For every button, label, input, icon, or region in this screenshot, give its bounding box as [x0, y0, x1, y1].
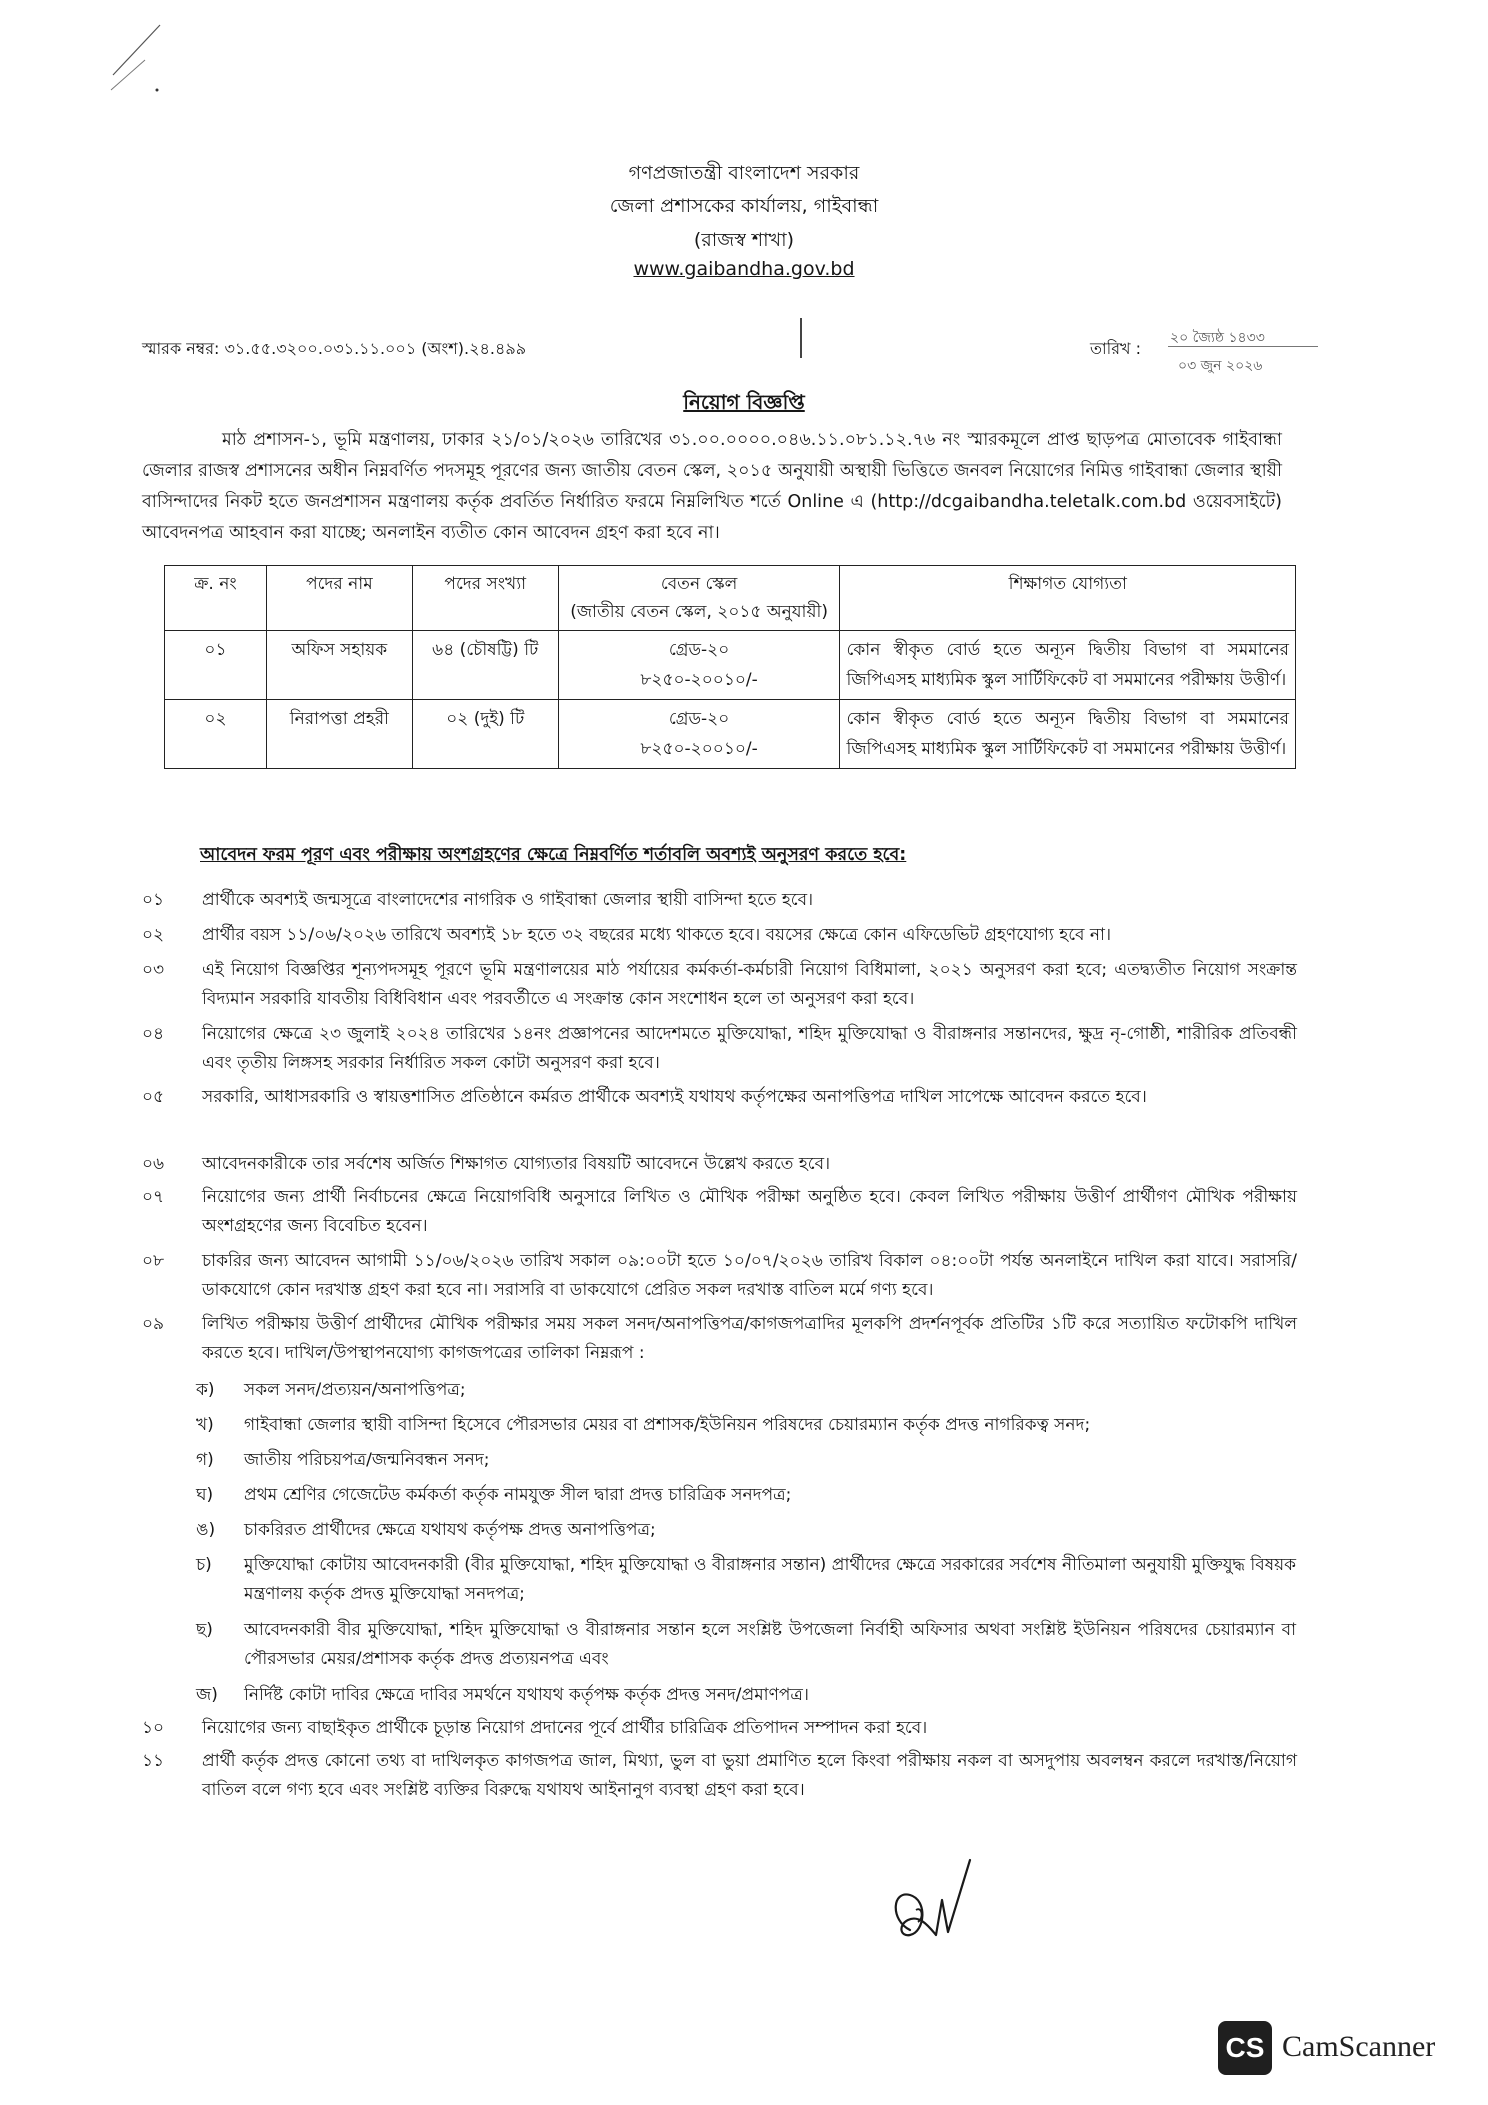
document-item — [196, 1481, 1296, 1510]
condition-item — [142, 1083, 1297, 1112]
document-text: প্রথম শ্রেণির গেজেটেড কর্মকর্তা কর্তৃক নামযুক্ত সীল দ্বারা প্রদত্ত চারিত্রিক সনদপত্র; — [244, 1485, 792, 1505]
branch-name: (রাজস্ব শাখা) — [693, 229, 795, 251]
condition-text: নিয়োগের জন্য প্রার্থী নির্বাচনের ক্ষেত্রে নিয়োগবিধি অনুসারে লিখিত ও মৌখিক পরীক্ষা অনুষ্ঠিত হবে। কেবল লিখিত পরীক্ষায় উত্তীর্ণ প্রার্থীগণ মৌখিক পরীক্ষায় অংশগ্রহণের জন্য বিবেচিত হবেন। — [202, 1187, 1297, 1236]
intro-text: মাঠ প্রশাসন-১, ভূমি মন্ত্রণালয়, ঢাকার ২১/০১/২০২৬ তারিখের ৩১.০০.০০০০.০৪৬.১১.০৮১.১২.৭৬ নং স্মারকমূলে প্রাপ্ত ছাড়পত্র মোতাবেক গাইবান্ধা জেলার রাজস্ব প্রশাসনের অধীন নিম্নবর্ণিত পদসমূহ পূরণের জন্য জাতীয় বেতন স্কেল, ২০১৫ অনুযায়ী অস্থায়ী ভিত্তিতে জনবল নিয়োগের নিমিত্ত গাইবান্ধা জেলার স্থায়ী বাসিন্দাদের নিকট হতে জনপ্রশাসন মন্ত্রণালয় কর্তৃক প্রবর্তিত নির্ধারিত ফরমে নিম্নলিখিত শর্তে Online এ (http://dcgaibandha.teletalk.com.bd ওয়েবসাইটে) আবেদনপত্র আহবান করা যাচ্ছে; অনলাইন ব্যতীত কোন আবেদন গ্রহণ করা হবে না। — [142, 430, 1282, 543]
row-grade: গ্রেড-২০ — [668, 640, 730, 660]
document-item — [196, 1616, 1296, 1674]
header-scale-title: বেতন স্কেল — [660, 574, 738, 594]
condition-text: এই নিয়োগ বিজ্ঞপ্তির শূন্যপদসমূহ পূরণে ভূমি মন্ত্রণালয়ের মাঠ পর্যায়ের কর্মকর্তা-কর্মচারী নিয়োগ বিধিমালা, ২০২১ অনুসরণ করা হবে; এতদ্ব্যতীত নিয়োগ সংক্রান্ত বিদ্যমান সরকারি যাবতীয় বিধিবিধান এবং পরবর্তীতে এ সংক্রান্ত কোন সংশোধন হলে তা অনুসরণ করা হবে। — [202, 960, 1297, 1009]
condition-number: ০৭ — [142, 1187, 165, 1207]
condition-number: ০৪ — [142, 1024, 165, 1044]
condition-item — [142, 1247, 1297, 1305]
row-scale — [558, 700, 840, 769]
condition-item — [142, 1150, 1297, 1179]
document-item — [196, 1551, 1296, 1609]
header-count: পদের সংখ্যা — [412, 566, 558, 631]
row-post: নিরাপত্তা প্রহরী — [266, 700, 412, 769]
row-serial: ০১ — [165, 631, 267, 700]
document-letter: ছ) — [196, 1620, 213, 1640]
memo-label: স্মারক নম্বর: — [142, 339, 220, 358]
document-item — [196, 1376, 1296, 1405]
condition-number: ১১ — [142, 1751, 165, 1771]
condition-number: ০৩ — [142, 960, 165, 980]
condition-item — [142, 1310, 1297, 1368]
document-item — [196, 1681, 1296, 1710]
document-letter: গ) — [196, 1450, 214, 1470]
document-letter: জ) — [196, 1685, 218, 1705]
table-row — [165, 631, 1296, 700]
document-text: আবেদনকারী বীর মুক্তিযোদ্ধা, শহিদ মুক্তিযোদ্ধা ও বীরাঙ্গনার সন্তান হলে সংশ্লিষ্ট উপজেলা নির্বাহী অফিসার অথবা সংশ্লিষ্ট ইউনিয়ন পরিষদের চেয়ারম্যান বা পৌরসভার মেয়র/প্রশাসক কর্তৃক প্রদত্ত প্রত্যয়নপত্র এবং — [244, 1620, 1296, 1669]
camscanner-logo-icon: CS — [1218, 2021, 1272, 2075]
row-pay: ৮২৫০-২০০১০/- — [640, 670, 758, 690]
header-qualification: শিক্ষাগত যোগ্যতা — [840, 566, 1296, 631]
document-item — [196, 1446, 1296, 1475]
date-label: তারিখ : — [1090, 339, 1142, 358]
condition-item — [142, 921, 1297, 950]
condition-item — [142, 956, 1297, 1014]
govt-name: গণপ্রজাতন্ত্রী বাংলাদেশ সরকার — [628, 162, 860, 184]
memo-number: ৩১.৫৫.৩২০০.০৩১.১১.০০১ (অংশ).২৪.৪৯৯ — [224, 339, 527, 358]
table-row — [165, 700, 1296, 769]
posts-table — [164, 565, 1296, 769]
condition-text: নিয়োগের ক্ষেত্রে ২৩ জুলাই ২০২৪ তারিখের ১৪নং প্রজ্ঞাপনের আদেশমতে মুক্তিযোদ্ধা, শহিদ মুক্তিযোদ্ধা ও বীরাঙ্গনার সন্তানদের, ক্ষুদ্র নৃ-গোষ্ঠী, শারীরিক প্রতিবন্ধী এবং তৃতীয় লিঙ্গসহ সরকার নির্ধারিত সকল কোটা অনুসরণ করা হবে। — [202, 1024, 1297, 1073]
office-name: জেলা প্রশাসকের কার্যালয়, গাইবান্ধা — [609, 195, 879, 217]
row-scale — [558, 631, 840, 700]
condition-item — [142, 1183, 1297, 1241]
table-header-row — [165, 566, 1296, 631]
condition-text: চাকরির জন্য আবেদন আগামী ১১/০৬/২০২৬ তারিখ সকাল ০৯:০০টা হতে ১০/০৭/২০২৬ তারিখ বিকাল ০৪:০০টা পর্যন্ত অনলাইনে দাখিল করা যাবে। সরাসরি/ ডাকযোগে কোন দরখাস্ত গ্রহণ করা হবে না। সরাসরি বা ডাকযোগে প্রেরিত সকল দরখাস্ত বাতিল মর্মে গণ্য হবে। — [202, 1251, 1297, 1300]
date-bangla: ২০ জ্যৈষ্ঠ ১৪৩৩ — [1170, 330, 1265, 346]
document-text: চাকরিরত প্রার্থীদের ক্ষেত্রে যথাযথ কর্তৃপক্ষ প্রদত্ত অনাপত্তিপত্র; — [244, 1520, 656, 1540]
document-text: সকল সনদ/প্রত্যয়ন/অনাপত্তিপত্র; — [244, 1380, 466, 1400]
document-item — [196, 1516, 1296, 1545]
camscanner-brand: CamScanner — [1282, 2030, 1436, 2063]
website-link[interactable]: www.gaibandha.gov.bd — [633, 258, 855, 280]
row-grade: গ্রেড-২০ — [668, 709, 730, 729]
condition-number: ০২ — [142, 925, 165, 945]
condition-number: ০৫ — [142, 1087, 165, 1107]
header-post: পদের নাম — [266, 566, 412, 631]
condition-text: নিয়োগের জন্য বাছাইকৃত প্রার্থীকে চূড়ান্ত নিয়োগ প্রদানের পূর্বে প্রার্থীর চারিত্রিক প্রতিপাদন সম্পাদন করা হবে। — [202, 1718, 928, 1738]
condition-text: প্রার্থীর বয়স ১১/০৬/২০২৬ তারিখে অবশ্যই ১৮ হতে ৩২ বছরের মধ্যে থাকতে হবে। বয়সের ক্ষেত্রে কোন এফিডেভিট গ্রহণযোগ্য হবে না। — [202, 925, 1112, 945]
row-count: ০২ (দুই) টি — [412, 700, 558, 769]
intro-paragraph — [142, 425, 1282, 549]
row-post: অফিস সহায়ক — [266, 631, 412, 700]
document-letter: ঙ) — [196, 1520, 216, 1540]
condition-item — [142, 1020, 1297, 1078]
document-letter: ঘ) — [196, 1485, 214, 1505]
header-scale-sub: (জাতীয় বেতন স্কেল, ২০১৫ অনুযায়ী) — [570, 602, 828, 622]
condition-text: লিখিত পরীক্ষায় উত্তীর্ণ প্রার্থীদের মৌখিক পরীক্ষার সময় সকল সনদ/অনাপত্তিপত্র/কাগজপত্রাদির মূলকপি প্রদর্শনপূর্বক প্রতিটির ১টি করে সত্যায়িত ফটোকপি দাখিল করতে হবে। দাখিল/উপস্থাপনযোগ্য কাগজপত্রের তালিকা নিম্নরূপ : — [202, 1314, 1297, 1363]
condition-number: ১০ — [142, 1718, 165, 1738]
condition-number: ০৯ — [142, 1314, 165, 1334]
conditions-heading: আবেদন ফরম পূরণ এবং পরীক্ষায় অংশগ্রহণের ক্ষেত্রে নিম্নবর্ণিত শর্তাবলি অবশ্যই অনুসরণ করতে হবে: — [200, 845, 907, 865]
document-item — [196, 1411, 1296, 1440]
row-qualification: কোন স্বীকৃত বোর্ড হতে অন্যূন দ্বিতীয় বিভাগ বা সমমানের জিপিএসহ মাধ্যমিক স্কুল সার্টিফিকেট বা সমমানের পরীক্ষায় উত্তীর্ণ। — [840, 700, 1296, 769]
condition-number: ০৬ — [142, 1154, 165, 1174]
date-english: ০৩ জুন ২০২৬ — [1178, 358, 1263, 374]
condition-item — [142, 886, 1297, 915]
condition-number: ০১ — [142, 890, 165, 910]
condition-number: ০৮ — [142, 1251, 165, 1271]
document-letter: খ) — [196, 1415, 214, 1435]
document-letter: চ) — [196, 1555, 212, 1575]
document-text: মুক্তিযোদ্ধা কোটায় আবেদনকারী (বীর মুক্তিযোদ্ধা, শহিদ মুক্তিযোদ্ধা ও বীরাঙ্গনার সন্তান) প্রার্থীদের ক্ষেত্রে সরকারের সর্বশেষ নীতিমালা অনুযায়ী মুক্তিযুদ্ধ বিষয়ক মন্ত্রণালয় কর্তৃক প্রদত্ত মুক্তিযোদ্ধা সনদপত্র; — [244, 1555, 1296, 1604]
document-letter: ক) — [196, 1380, 215, 1400]
signature — [880, 1840, 1000, 1950]
row-qualification: কোন স্বীকৃত বোর্ড হতে অন্যূন দ্বিতীয় বিভাগ বা সমমানের জিপিএসহ মাধ্যমিক স্কুল সার্টিফিকেট বা সমমানের পরীক্ষায় উত্তীর্ণ। — [840, 631, 1296, 700]
header-scale — [558, 566, 840, 631]
header-serial: ক্র. নং — [165, 566, 267, 631]
condition-text: প্রার্থী কর্তৃক প্রদত্ত কোনো তথ্য বা দাখিলকৃত কাগজপত্র জাল, মিথ্যা, ভুল বা ভুয়া প্রমাণিত হলে কিংবা পরীক্ষায় নকল বা অসদুপায় অবলম্বন করলে দরখাস্ত/নিয়োগ বাতিল বলে গণ্য হবে এবং সংশ্লিষ্ট ব্যক্তির বিরুদ্ধে যথাযথ আইনানুগ ব্যবস্থা গ্রহণ করা হবে। — [202, 1751, 1297, 1800]
document-text: গাইবান্ধা জেলার স্থায়ী বাসিন্দা হিসেবে পৌরসভার মেয়র বা প্রশাসক/ইউনিয়ন পরিষদের চেয়ারম্যান কর্তৃক প্রদত্ত নাগরিকত্ব সনদ; — [244, 1415, 1091, 1435]
center-divider-mark — [800, 318, 802, 358]
condition-text: সরকারি, আধাসরকারি ও স্বায়ত্তশাসিত প্রতিষ্ঠানে কর্মরত প্রার্থীকে অবশ্যই যথাযথ কর্তৃপক্ষের অনাপত্তিপত্র দাখিল সাপেক্ষে আবেদন করতে হবে। — [202, 1087, 1147, 1107]
condition-item — [142, 1714, 1297, 1743]
condition-text: আবেদনকারীকে তার সর্বশেষ অর্জিত শিক্ষাগত যোগ্যতার বিষয়টি আবেদনে উল্লেখ করতে হবে। — [202, 1154, 831, 1174]
notice-title: নিয়োগ বিজ্ঞপ্তি — [683, 390, 805, 414]
row-serial: ০২ — [165, 700, 267, 769]
row-count: ৬৪ (চৌষট্টি) টি — [412, 631, 558, 700]
condition-text: প্রার্থীকে অবশ্যই জন্মসূত্রে বাংলাদেশের নাগরিক ও গাইবান্ধা জেলার স্থায়ী বাসিন্দা হতে হবে। — [202, 890, 814, 910]
condition-item — [142, 1747, 1297, 1805]
row-pay: ৮২৫০-২০০১০/- — [640, 739, 758, 759]
margin-pen-marks — [105, 20, 185, 110]
document-text: নির্দিষ্ট কোটা দাবির ক্ষেত্রে দাবির সমর্থনে যথাযথ কর্তৃপক্ষ কর্তৃক প্রদত্ত সনদ/প্রমাণপত্র। — [244, 1685, 809, 1705]
memo-reference — [142, 336, 526, 363]
document-text: জাতীয় পরিচয়পত্র/জন্মনিবন্ধন সনদ; — [244, 1450, 490, 1470]
